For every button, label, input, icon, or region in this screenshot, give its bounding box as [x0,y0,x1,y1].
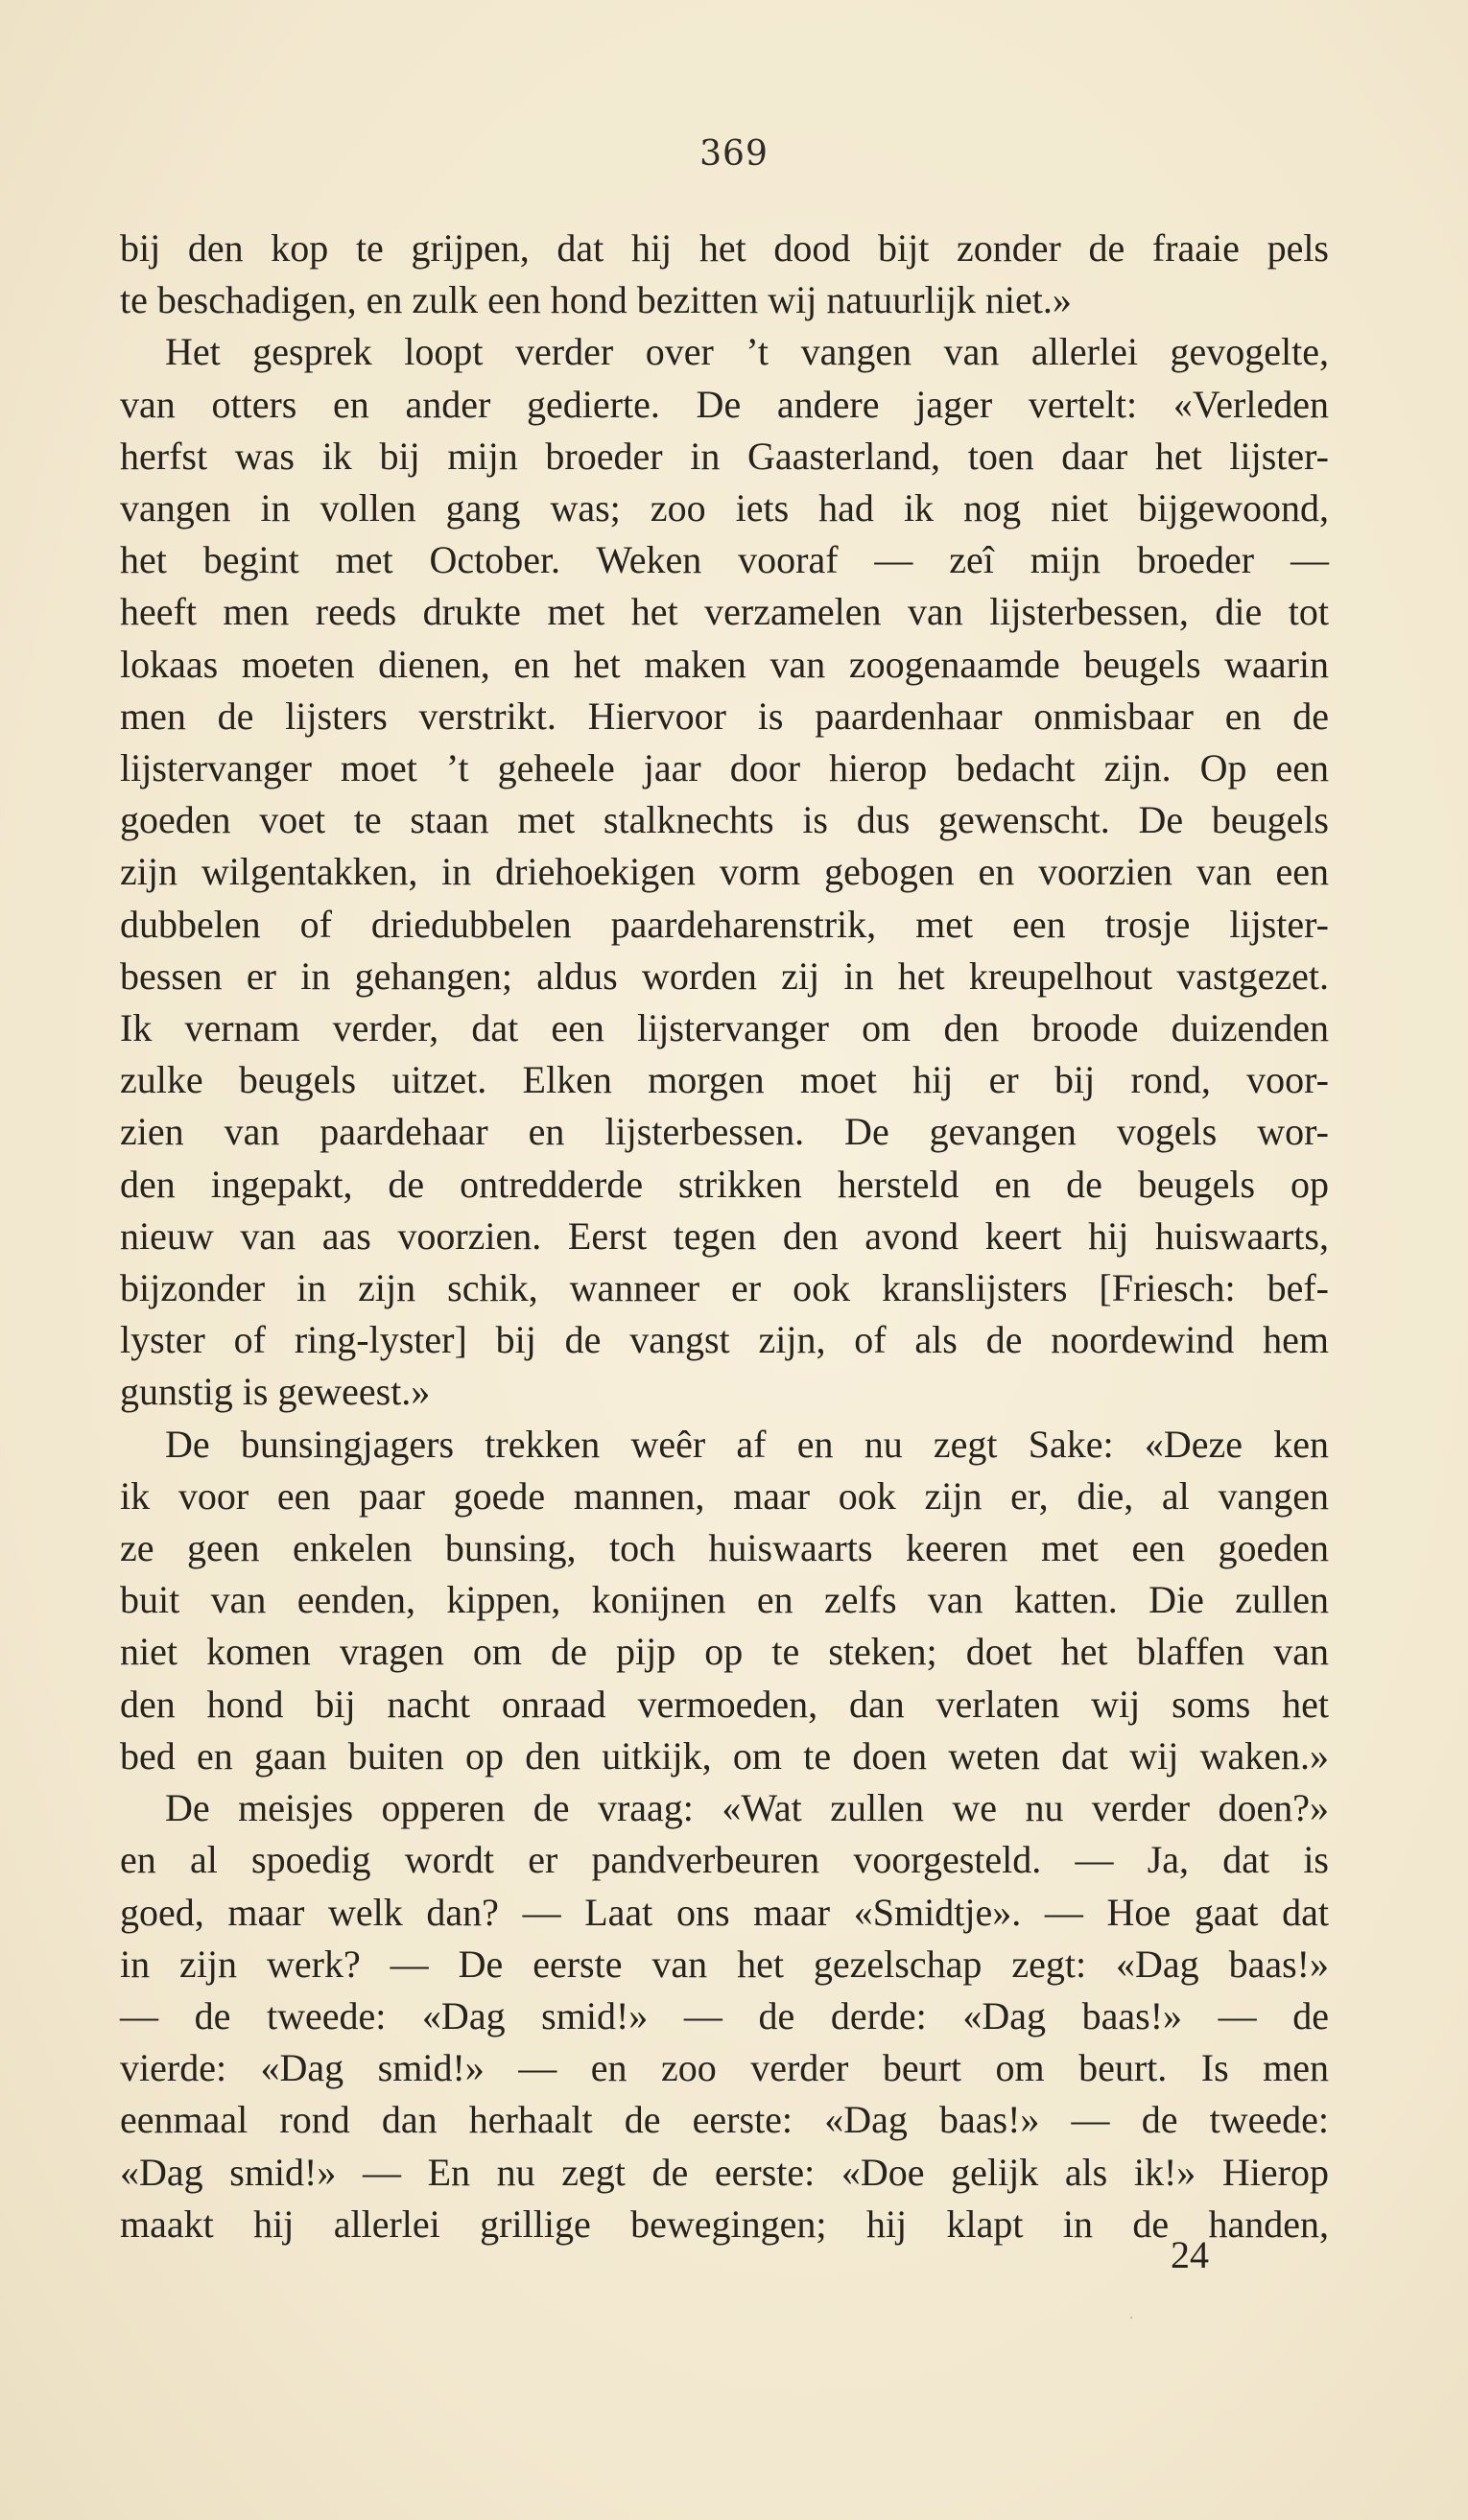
text-line: bessen er in gehangen; aldus worden zij in het kreupelhout vastgezet. [120,954,1329,998]
text-line: het begint met October. Weken vooraf — zeî mijn broeder — [120,538,1329,582]
text-line: buit van eenden, kippen, konijnen en zelfs van katten. Die zullen [120,1578,1329,1622]
text-line: te beschadigen, en zulk een hond bezitten wij natuurlijk niet.» [120,278,1072,322]
text-line: bijzonder in zijn schik, wanneer er ook kranslijsters [Friesch: bef- [120,1266,1329,1310]
body-text [120,223,1329,2250]
text-line: in zijn werk? — De eerste van het gezelschap zegt: «Dag baas!» [120,1942,1329,1986]
text-line: zien van paardehaar en lijsterbessen. De gevangen vogels wor- [120,1110,1329,1154]
text-line: den hond bij nacht onraad vermoeden, dan verlaten wij soms het [120,1682,1329,1726]
text-line: vierde: «Dag smid!» — en zoo verder beurt om beurt. Is men [120,2046,1329,2090]
text-line: lyster of ring-lyster] bij de vangst zijn, of als de noordewind hem [120,1318,1329,1362]
text-line: maakt hij allerlei grillige bewegingen; hij klapt in de handen, [120,2202,1329,2246]
signature-mark: 24 [1171,2233,1209,2276]
text-line: zijn wilgentakken, in driehoekigen vorm gebogen en voorzien van een [120,850,1329,894]
text-line: lijstervanger moet ’t geheele jaar door hierop bedacht zijn. Op een [120,746,1329,790]
text-line: goeden voet te staan met stalknechts is dus gewenscht. De beugels [120,798,1329,842]
text-line: eenmaal rond dan herhaalt de eerste: «Dag baas!» — de tweede: [120,2098,1329,2142]
text-line: en al spoedig wordt er pandverbeuren voorgesteld. — Ja, dat is [120,1838,1329,1882]
text-line: heeft men reeds drukte met het verzamelen van lijsterbessen, die tot [120,590,1329,634]
text-line: men de lijsters verstrikt. Hiervoor is paardenhaar onmisbaar en de [120,694,1329,738]
text-line: De meisjes opperen de vraag: «Wat zullen we nu verder doen?» [165,1786,1329,1830]
text-line: herfst was ik bij mijn broeder in Gaasterland, toen daar het lijster- [120,434,1329,478]
text-line: bij den kop te grijpen, dat hij het dood bijt zonder de fraaie pels [120,226,1329,270]
text-line: ik voor een paar goede mannen, maar ook zijn er, die, al vangen [120,1473,1329,1518]
text-line: zulke beugels uitzet. Elken morgen moet hij er bij rond, voor- [120,1058,1329,1102]
text-line: Ik vernam verder, dat een lijstervanger om den broode duizenden [120,1006,1329,1050]
text-line: den ingepakt, de ontredderde strikken hersteld en de beugels op [120,1162,1329,1206]
text-line: Het gesprek loopt verder over ’t vangen van allerlei gevogelte, [165,330,1329,374]
text-line: ze geen enkelen bunsing, toch huiswaarts keeren met een goeden [120,1526,1329,1570]
text-line: gunstig is geweest.» [120,1370,431,1414]
text-line: De bunsingjagers trekken weêr af en nu zegt Sake: «Deze ken [165,1422,1329,1466]
text-line: van otters en ander gedierte. De andere jager vertelt: «Verleden [120,382,1329,426]
page-number: 369 [699,134,769,174]
text-line: — de tweede: «Dag smid!» — de derde: «Dag baas!» — de [120,1993,1329,2037]
text-line: bed en gaan buiten op den uitkijk, om te doen weten dat wij waken.» [120,1733,1329,1778]
text-line: dubbelen of driedubbelen paardeharenstrik, met een trosje lijster- [120,902,1329,946]
text-line: nieuw van aas voorzien. Eerst tegen den avond keert hij huiswaarts, [120,1213,1329,1258]
text-line: goed, maar welk dan? — Laat ons maar «Smidtje». — Hoe gaat dat [120,1890,1329,1934]
text-line: niet komen vragen om de pijp op te steken; doet het blaffen van [120,1630,1329,1674]
text-line: lokaas moeten dienen, en het maken van zoogenaamde beugels waarin [120,642,1329,686]
paper-speck [1130,2317,1132,2319]
text-line: «Dag smid!» — En nu zegt de eerste: «Doe gelijk als ik!» Hierop [120,2150,1329,2194]
text-line: vangen in vollen gang was; zoo iets had ik nog niet bijgewoond, [120,486,1329,530]
